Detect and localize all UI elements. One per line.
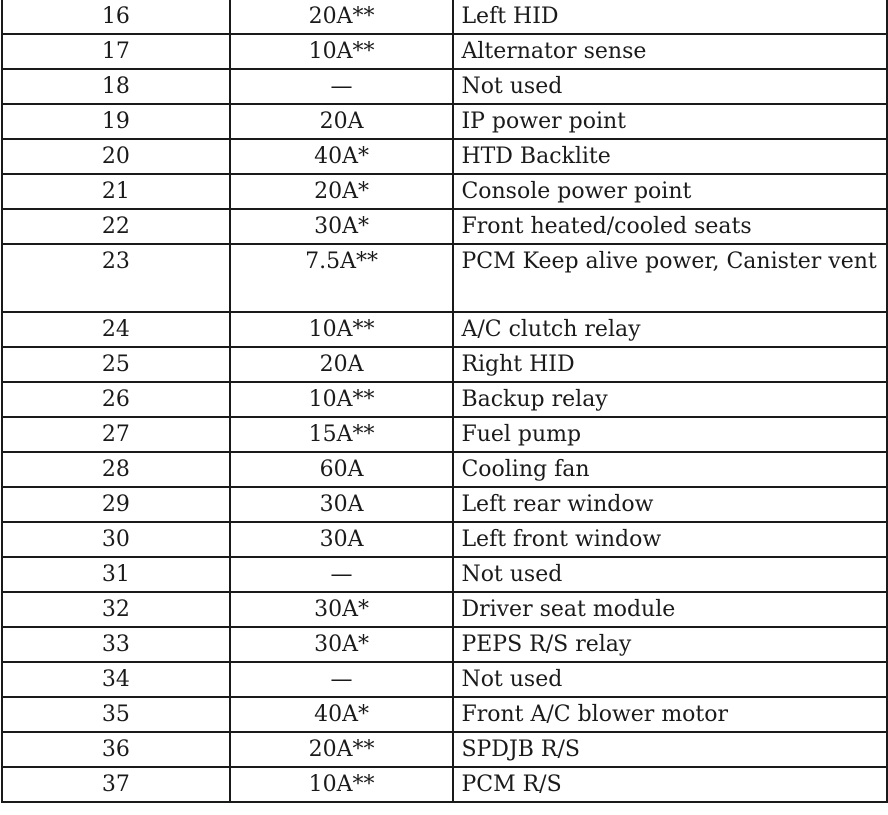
fuse-amperage-cell: 30A* xyxy=(230,209,454,244)
protected-circuit-cell: Fuel pump xyxy=(453,417,887,452)
protected-circuit-cell: Right HID xyxy=(453,347,887,382)
fuse-amperage-cell: 20A** xyxy=(230,732,454,767)
fuse-number-cell: 28 xyxy=(2,452,230,487)
table-row xyxy=(2,34,887,69)
table-row xyxy=(2,627,887,662)
table-row xyxy=(2,0,887,34)
fuse-number-cell: 17 xyxy=(2,34,230,69)
fuse-amperage-cell: — xyxy=(230,557,454,592)
fuse-amperage-cell: 60A xyxy=(230,452,454,487)
fuse-amperage-cell: 10A** xyxy=(230,382,454,417)
fuse-amperage-cell: 7.5A** xyxy=(230,244,454,312)
fuse-amperage-cell: 30A* xyxy=(230,627,454,662)
table-row xyxy=(2,487,887,522)
fuse-amperage-cell: 20A** xyxy=(230,0,454,34)
fuse-number-cell: 30 xyxy=(2,522,230,557)
protected-circuit-cell: Cooling fan xyxy=(453,452,887,487)
protected-circuit-cell xyxy=(453,244,887,312)
fuse-number-cell: 35 xyxy=(2,697,230,732)
table-row xyxy=(2,174,887,209)
fuse-amperage-cell: 15A** xyxy=(230,417,454,452)
fuse-amperage-cell: 10A** xyxy=(230,34,454,69)
fuse-number-cell: 32 xyxy=(2,592,230,627)
fuse-number-cell: 20 xyxy=(2,139,230,174)
table-row xyxy=(2,417,887,452)
protected-circuit-cell: Not used xyxy=(453,69,887,104)
protected-circuit-cell: Left rear window xyxy=(453,487,887,522)
protected-circuit-cell: Backup relay xyxy=(453,382,887,417)
table-row xyxy=(2,69,887,104)
fuse-number-cell: 16 xyxy=(2,0,230,34)
protected-circuit-cell: PCM R/S xyxy=(453,767,887,802)
protected-circuit-cell: IP power point xyxy=(453,104,887,139)
fuse-amperage-cell: 40A* xyxy=(230,139,454,174)
table-row xyxy=(2,662,887,697)
protected-circuit-cell: Left HID xyxy=(453,0,887,34)
protected-circuit-cell: Front A/C blower motor xyxy=(453,697,887,732)
table-row xyxy=(2,347,887,382)
table-row xyxy=(2,557,887,592)
table-row xyxy=(2,697,887,732)
table-row xyxy=(2,312,887,347)
fuse-number-cell: 27 xyxy=(2,417,230,452)
fuse-number-cell: 18 xyxy=(2,69,230,104)
fuse-number-cell: 33 xyxy=(2,627,230,662)
table-row xyxy=(2,592,887,627)
table-row xyxy=(2,104,887,139)
fuse-amperage-cell: 10A** xyxy=(230,312,454,347)
table-row xyxy=(2,732,887,767)
table-row xyxy=(2,452,887,487)
fuse-number-cell: 37 xyxy=(2,767,230,802)
fuse-number-cell: 25 xyxy=(2,347,230,382)
protected-circuit-cell: Alternator sense xyxy=(453,34,887,69)
fuse-amperage-cell: 20A* xyxy=(230,174,454,209)
fuse-number-cell: 22 xyxy=(2,209,230,244)
protected-circuit-cell: Front heated/cooled seats xyxy=(453,209,887,244)
fuse-amperage-cell: — xyxy=(230,69,454,104)
table-row xyxy=(2,382,887,417)
fuse-amperage-cell: 30A xyxy=(230,522,454,557)
protected-circuit-cell: Console power point xyxy=(453,174,887,209)
protected-circuit-cell: HTD Backlite xyxy=(453,139,887,174)
protected-circuit-cell: PEPS R/S relay xyxy=(453,627,887,662)
fuse-amperage-cell: 40A* xyxy=(230,697,454,732)
fuse-number-cell: 31 xyxy=(2,557,230,592)
protected-circuit-cell: SPDJB R/S xyxy=(453,732,887,767)
protected-circuit-text: PCM Keep alive power, Canister vent xyxy=(461,249,877,274)
fuse-number-cell: 23 xyxy=(2,244,230,312)
fuse-number-cell: 26 xyxy=(2,382,230,417)
protected-circuit-cell: A/C clutch relay xyxy=(453,312,887,347)
table-row xyxy=(2,139,887,174)
table-row xyxy=(2,244,887,312)
fuse-number-cell: 21 xyxy=(2,174,230,209)
fuse-number-cell: 29 xyxy=(2,487,230,522)
protected-circuit-cell: Not used xyxy=(453,557,887,592)
fuse-amperage-cell: 20A xyxy=(230,347,454,382)
fuse-amperage-cell: — xyxy=(230,662,454,697)
protected-circuit-cell: Left front window xyxy=(453,522,887,557)
table-row xyxy=(2,522,887,557)
table-row xyxy=(2,209,887,244)
protected-circuit-cell: Driver seat module xyxy=(453,592,887,627)
fuse-amperage-cell: 30A* xyxy=(230,592,454,627)
fuse-number-cell: 36 xyxy=(2,732,230,767)
fuse-amperage-cell: 30A xyxy=(230,487,454,522)
fuse-number-cell: 34 xyxy=(2,662,230,697)
fuse-table xyxy=(1,0,888,803)
fuse-number-cell: 19 xyxy=(2,104,230,139)
protected-circuit-cell: Not used xyxy=(453,662,887,697)
fuse-number-cell: 24 xyxy=(2,312,230,347)
fuse-amperage-cell: 20A xyxy=(230,104,454,139)
fuse-amperage-cell: 10A** xyxy=(230,767,454,802)
table-row xyxy=(2,767,887,802)
